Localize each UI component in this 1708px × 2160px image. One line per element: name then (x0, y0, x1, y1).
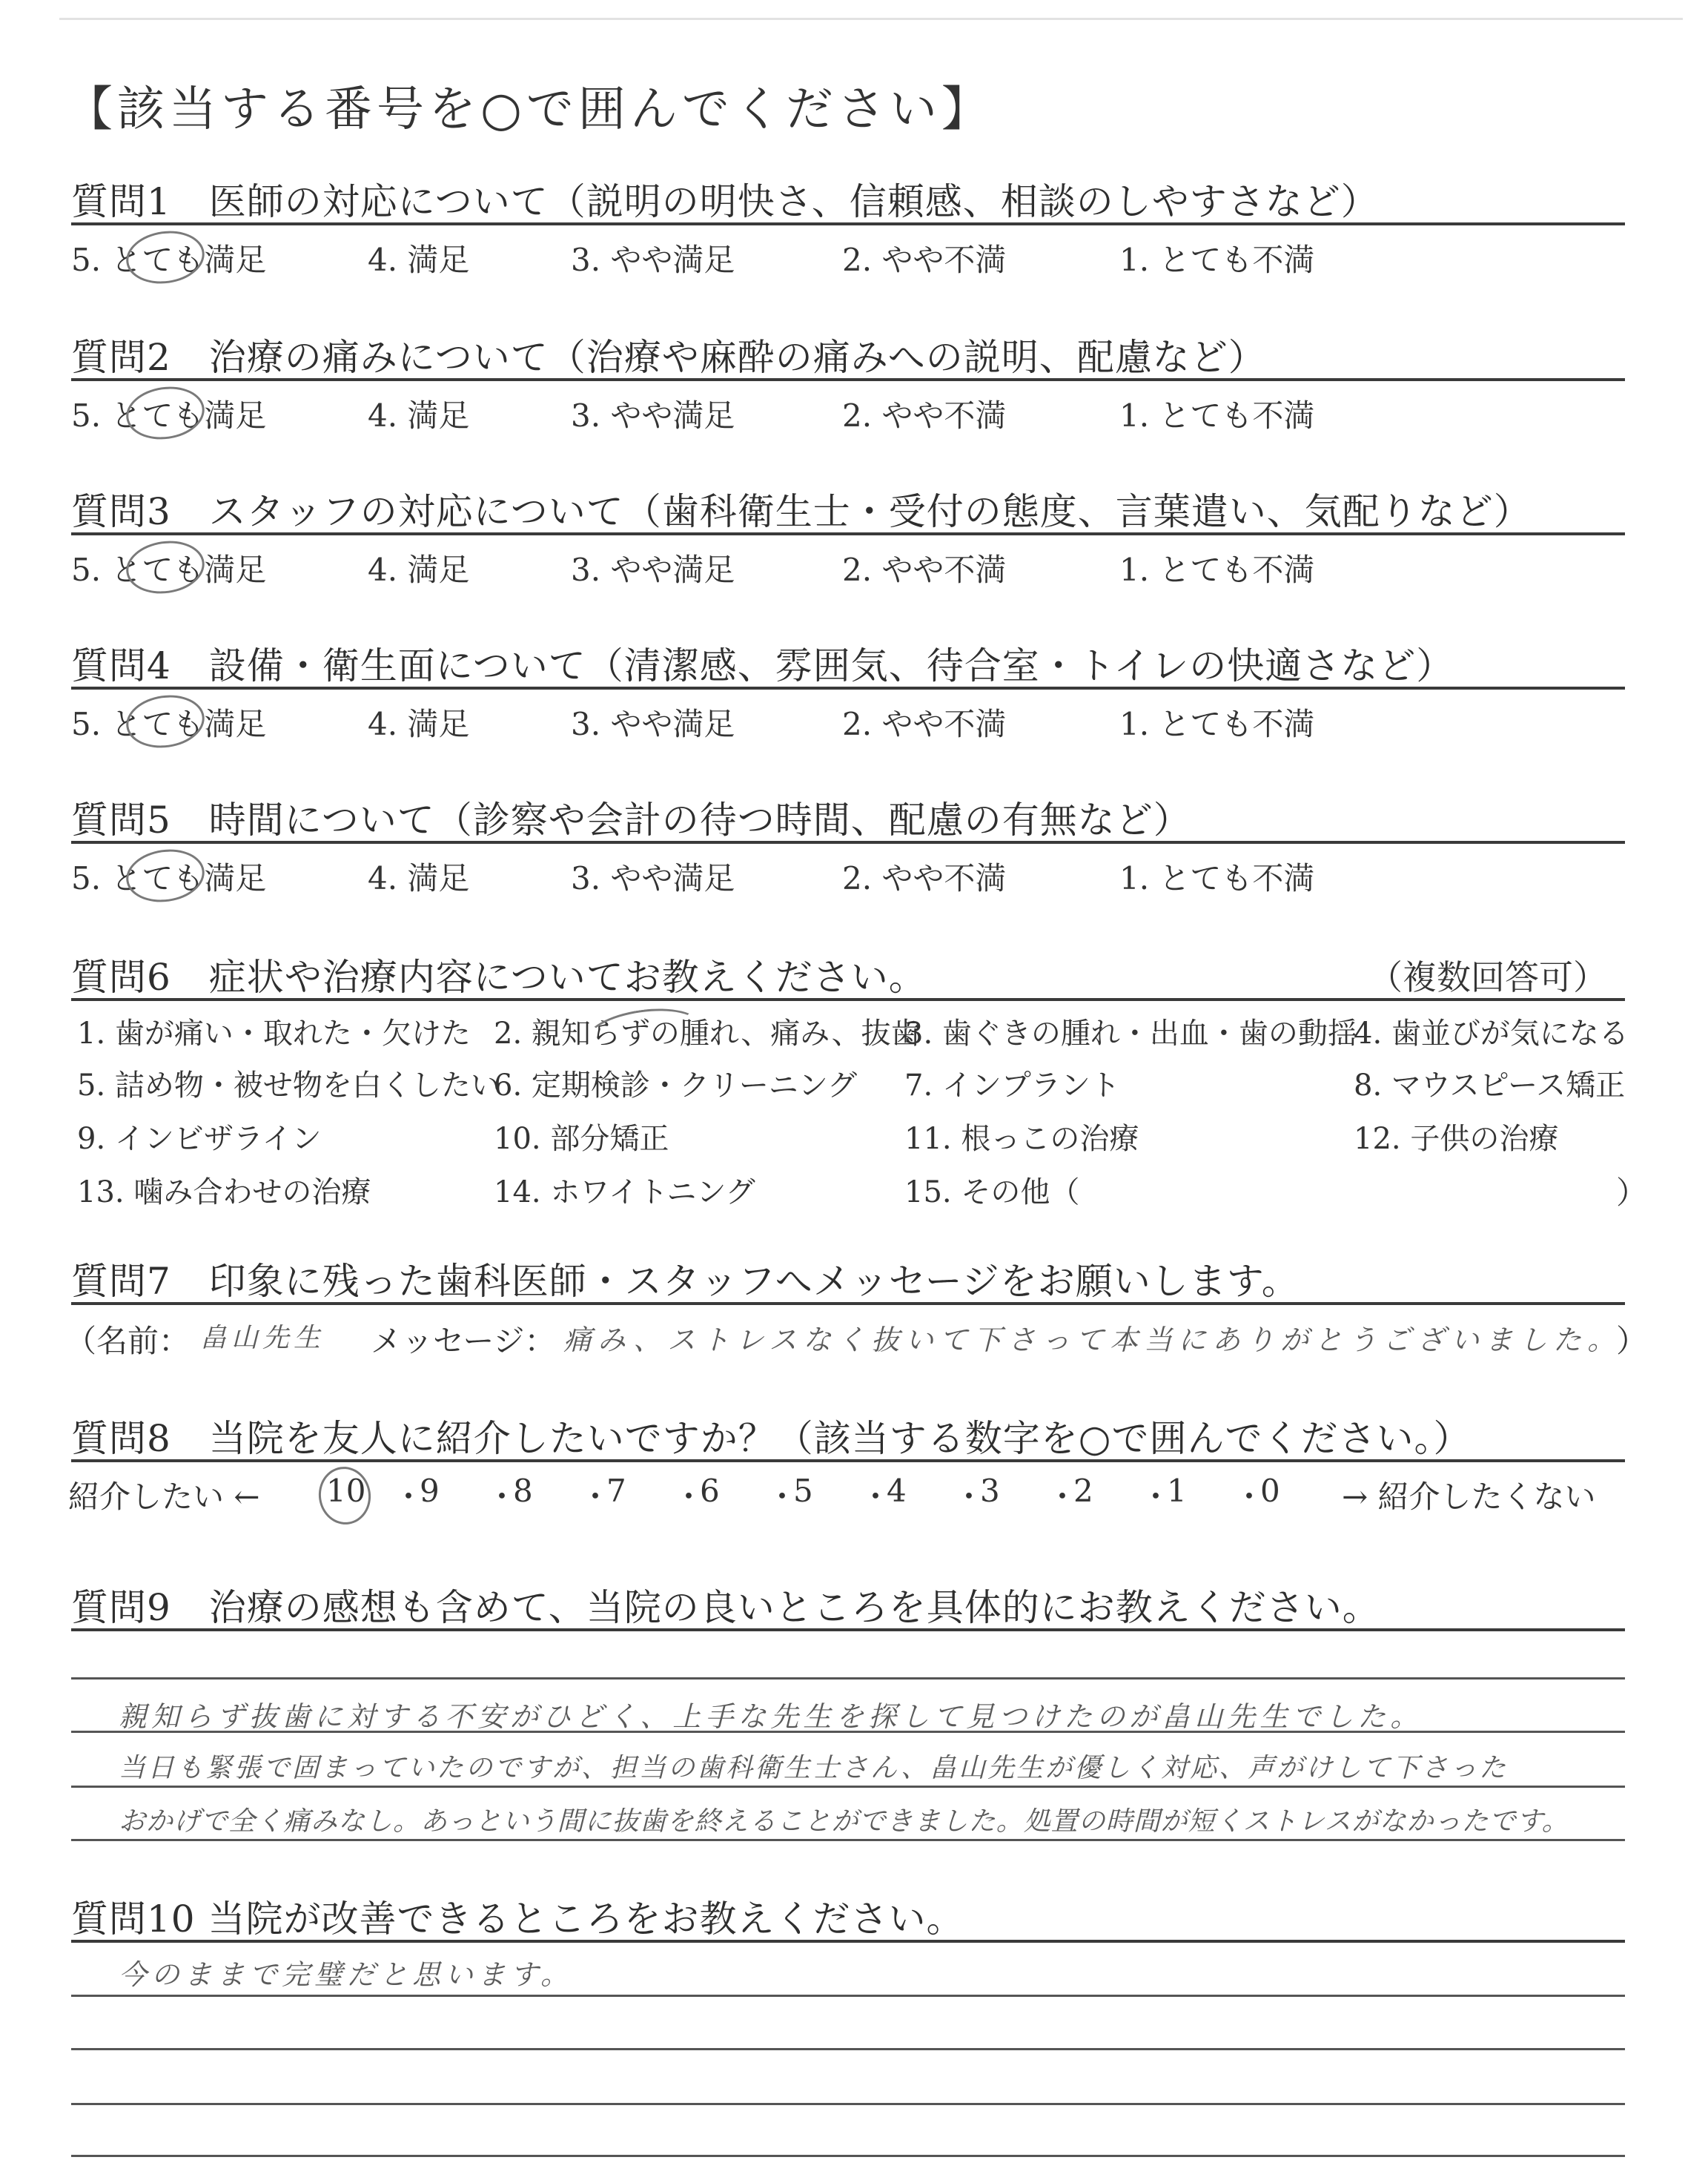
q4-option-1: 1. とても不満 (1119, 706, 1315, 742)
page-header: 【該当する番号を○で囲んでください】 (65, 82, 993, 137)
q8-right-label: → 紹介したくない (1342, 1479, 1596, 1515)
q8-scale-10: 10 (326, 1473, 366, 1509)
q6-option-9: 9. インビザライン (77, 1122, 322, 1156)
q4-option-4: 4. 満足 (368, 706, 470, 742)
q5-option-4: 4. 満足 (368, 860, 470, 896)
q8-rule (71, 1459, 1625, 1462)
q6-option-1: 1. 歯が痛い・取れた・欠けた (77, 1017, 471, 1051)
q6-note: （複数回答可） (1368, 957, 1607, 997)
q4-option-3: 3. やや満足 (571, 706, 735, 742)
q8-scale-2: 2 (1073, 1473, 1093, 1509)
q4-title: 質問4 設備・衛生面について（清潔感、雰囲気、待合室・トイレの快適さなど） (71, 644, 1454, 687)
q3-option-1: 1. とても不満 (1119, 552, 1315, 588)
q8-scale-8: 8 (513, 1473, 533, 1509)
q8-scale-7: 7 (606, 1473, 626, 1509)
q9-line-4 (71, 1839, 1625, 1841)
q4-option-2: 2. やや不満 (842, 706, 1007, 742)
q6-other-close: ） (1616, 1175, 1648, 1211)
q8-separator-dot: ・ (486, 1479, 518, 1515)
q5-option-5: 5. とても満足 (71, 860, 267, 896)
q4-option-5: 5. とても満足 (71, 706, 267, 742)
top-border (59, 18, 1683, 20)
q9-rule (71, 1628, 1625, 1631)
q8-separator-dot: ・ (860, 1479, 892, 1515)
q3-option-5: 5. とても満足 (71, 552, 267, 588)
q6-option-11: 11. 根っこの治療 (904, 1122, 1139, 1156)
q7-rule (71, 1302, 1625, 1305)
q8-scale-6: 6 (700, 1473, 720, 1509)
q6-option-5: 5. 詰め物・被せ物を白くしたい (77, 1069, 500, 1103)
q3-option-3: 3. やや満足 (571, 552, 735, 588)
q10-rule (71, 1940, 1625, 1943)
q8-separator-dot: ・ (580, 1479, 612, 1515)
q2-option-3: 3. やや満足 (571, 397, 735, 434)
q6-option-15: 15. その他（ (904, 1175, 1080, 1209)
q2-option-5: 5. とても満足 (71, 397, 267, 434)
q1-rule (71, 222, 1625, 225)
q6-option-2: 2. 親知らずの腫れ、痛み、抜歯 (494, 1017, 921, 1051)
q7-message-label: メッセージ： (371, 1323, 556, 1359)
q8-scale-1: 1 (1167, 1473, 1187, 1509)
q7-name-value: 畠山先生 (200, 1323, 325, 1353)
q8-separator-dot: ・ (673, 1479, 705, 1515)
q10-line-3 (71, 2103, 1625, 2105)
q8-separator-dot: ・ (393, 1479, 425, 1515)
q5-option-2: 2. やや不満 (842, 860, 1007, 896)
q8-scale-4: 4 (887, 1473, 907, 1509)
q10-line-4 (71, 2155, 1625, 2157)
q1-option-1: 1. とても不満 (1119, 242, 1315, 278)
q7-name-label: （名前： (65, 1323, 191, 1359)
q8-left-label: 紹介したい ← (68, 1479, 260, 1515)
q2-title: 質問2 治療の痛みについて（治療や麻酔の痛みへの説明、配慮など） (71, 336, 1266, 379)
q6-option-3: 3. 歯ぐきの腫れ・出血・歯の動揺 (904, 1017, 1357, 1051)
q1-option-2: 2. やや不満 (842, 242, 1007, 278)
q7-message-value: 痛み、ストレスなく抜いて下さって本当にありがとうございました。 (563, 1324, 1622, 1356)
q3-title: 質問3 スタッフの対応について（歯科衛生士・受付の態度、言葉遣い、気配りなど） (71, 490, 1532, 533)
q10-title: 質問10 当院が改善できるところをお教えください。 (71, 1898, 964, 1941)
q8-scale-0: 0 (1260, 1473, 1280, 1509)
q9-title: 質問9 治療の感想も含めて、当院の良いところを具体的にお教えください。 (71, 1586, 1380, 1629)
q9-answer-line-3: おかげで全く痛みなし。あっという間に抜歯を終えることができました。処置の時間が短くストレスがなかったです。 (119, 1806, 1569, 1837)
q6-option-4: 4. 歯並びが気になる (1354, 1017, 1629, 1051)
q7-title: 質問7 印象に残った歯科医師・スタッフへメッセージをお願いします。 (71, 1260, 1300, 1303)
q6-option-14: 14. ホワイトニング (494, 1175, 755, 1209)
q6-option-7: 7. インプラント (904, 1069, 1120, 1103)
q2-option-2: 2. やや不満 (842, 397, 1007, 434)
q8-title: 質問8 当院を友人に紹介したいですか？（該当する数字を○で囲んでください。） (71, 1417, 1472, 1460)
q6-option-8: 8. マウスピース矯正 (1354, 1069, 1626, 1103)
q8-separator-dot: ・ (1234, 1479, 1265, 1515)
q3-rule (71, 532, 1625, 535)
q5-option-3: 3. やや満足 (571, 860, 735, 896)
q8-separator-dot: ・ (953, 1479, 985, 1515)
q6-option-13: 13. 噛み合わせの治療 (77, 1175, 371, 1209)
q5-rule (71, 841, 1625, 844)
q6-rule (71, 998, 1625, 1001)
q8-separator-dot: ・ (767, 1479, 798, 1515)
q8-separator-dot: ・ (1047, 1479, 1079, 1515)
q10-line-1 (71, 1995, 1625, 1997)
q6-option-12: 12. 子供の治療 (1354, 1122, 1559, 1156)
q8-scale-5: 5 (793, 1473, 813, 1509)
q9-answer-line-1: 親知らず抜歯に対する不安がひどく、上手な先生を探して見つけたのが畠山先生でした。 (119, 1700, 1423, 1733)
q5-option-1: 1. とても不満 (1119, 860, 1315, 896)
q5-title: 質問5 時間について（診察や会計の待つ時間、配慮の有無など） (71, 799, 1191, 842)
q1-option-4: 4. 満足 (368, 242, 470, 278)
q1-title: 質問1 医師の対応について（説明の明快さ、信頼感、相談のしやすさなど） (71, 180, 1379, 223)
q8-separator-dot: ・ (1140, 1479, 1172, 1515)
q1-option-5: 5. とても満足 (71, 242, 267, 278)
q9-line-1 (71, 1677, 1625, 1680)
q2-option-4: 4. 満足 (368, 397, 470, 434)
q4-rule (71, 687, 1625, 690)
q7-close: ） (1616, 1323, 1648, 1359)
q9-answer-line-2: 当日も緊張で固まっていたのですが、担当の歯科衛生士さん、畠山先生が優しく対応、声がけして下さった (119, 1753, 1509, 1783)
q1-option-3: 3. やや満足 (571, 242, 735, 278)
q9-line-3 (71, 1786, 1625, 1788)
q10-answer-line-1: 今のままで完璧だと思います。 (119, 1958, 573, 1991)
q6-option-6: 6. 定期検診・クリーニング (494, 1069, 858, 1103)
q2-rule (71, 378, 1625, 381)
q8-scale-3: 3 (980, 1473, 1000, 1509)
q6-option-10: 10. 部分矯正 (494, 1122, 669, 1156)
q8-scale-9: 9 (420, 1473, 440, 1509)
q10-line-2 (71, 2048, 1625, 2050)
q3-option-4: 4. 満足 (368, 552, 470, 588)
q2-option-1: 1. とても不満 (1119, 397, 1315, 434)
q3-option-2: 2. やや不満 (842, 552, 1007, 588)
q6-title: 質問6 症状や治療内容についてお教えください。 (71, 956, 927, 999)
